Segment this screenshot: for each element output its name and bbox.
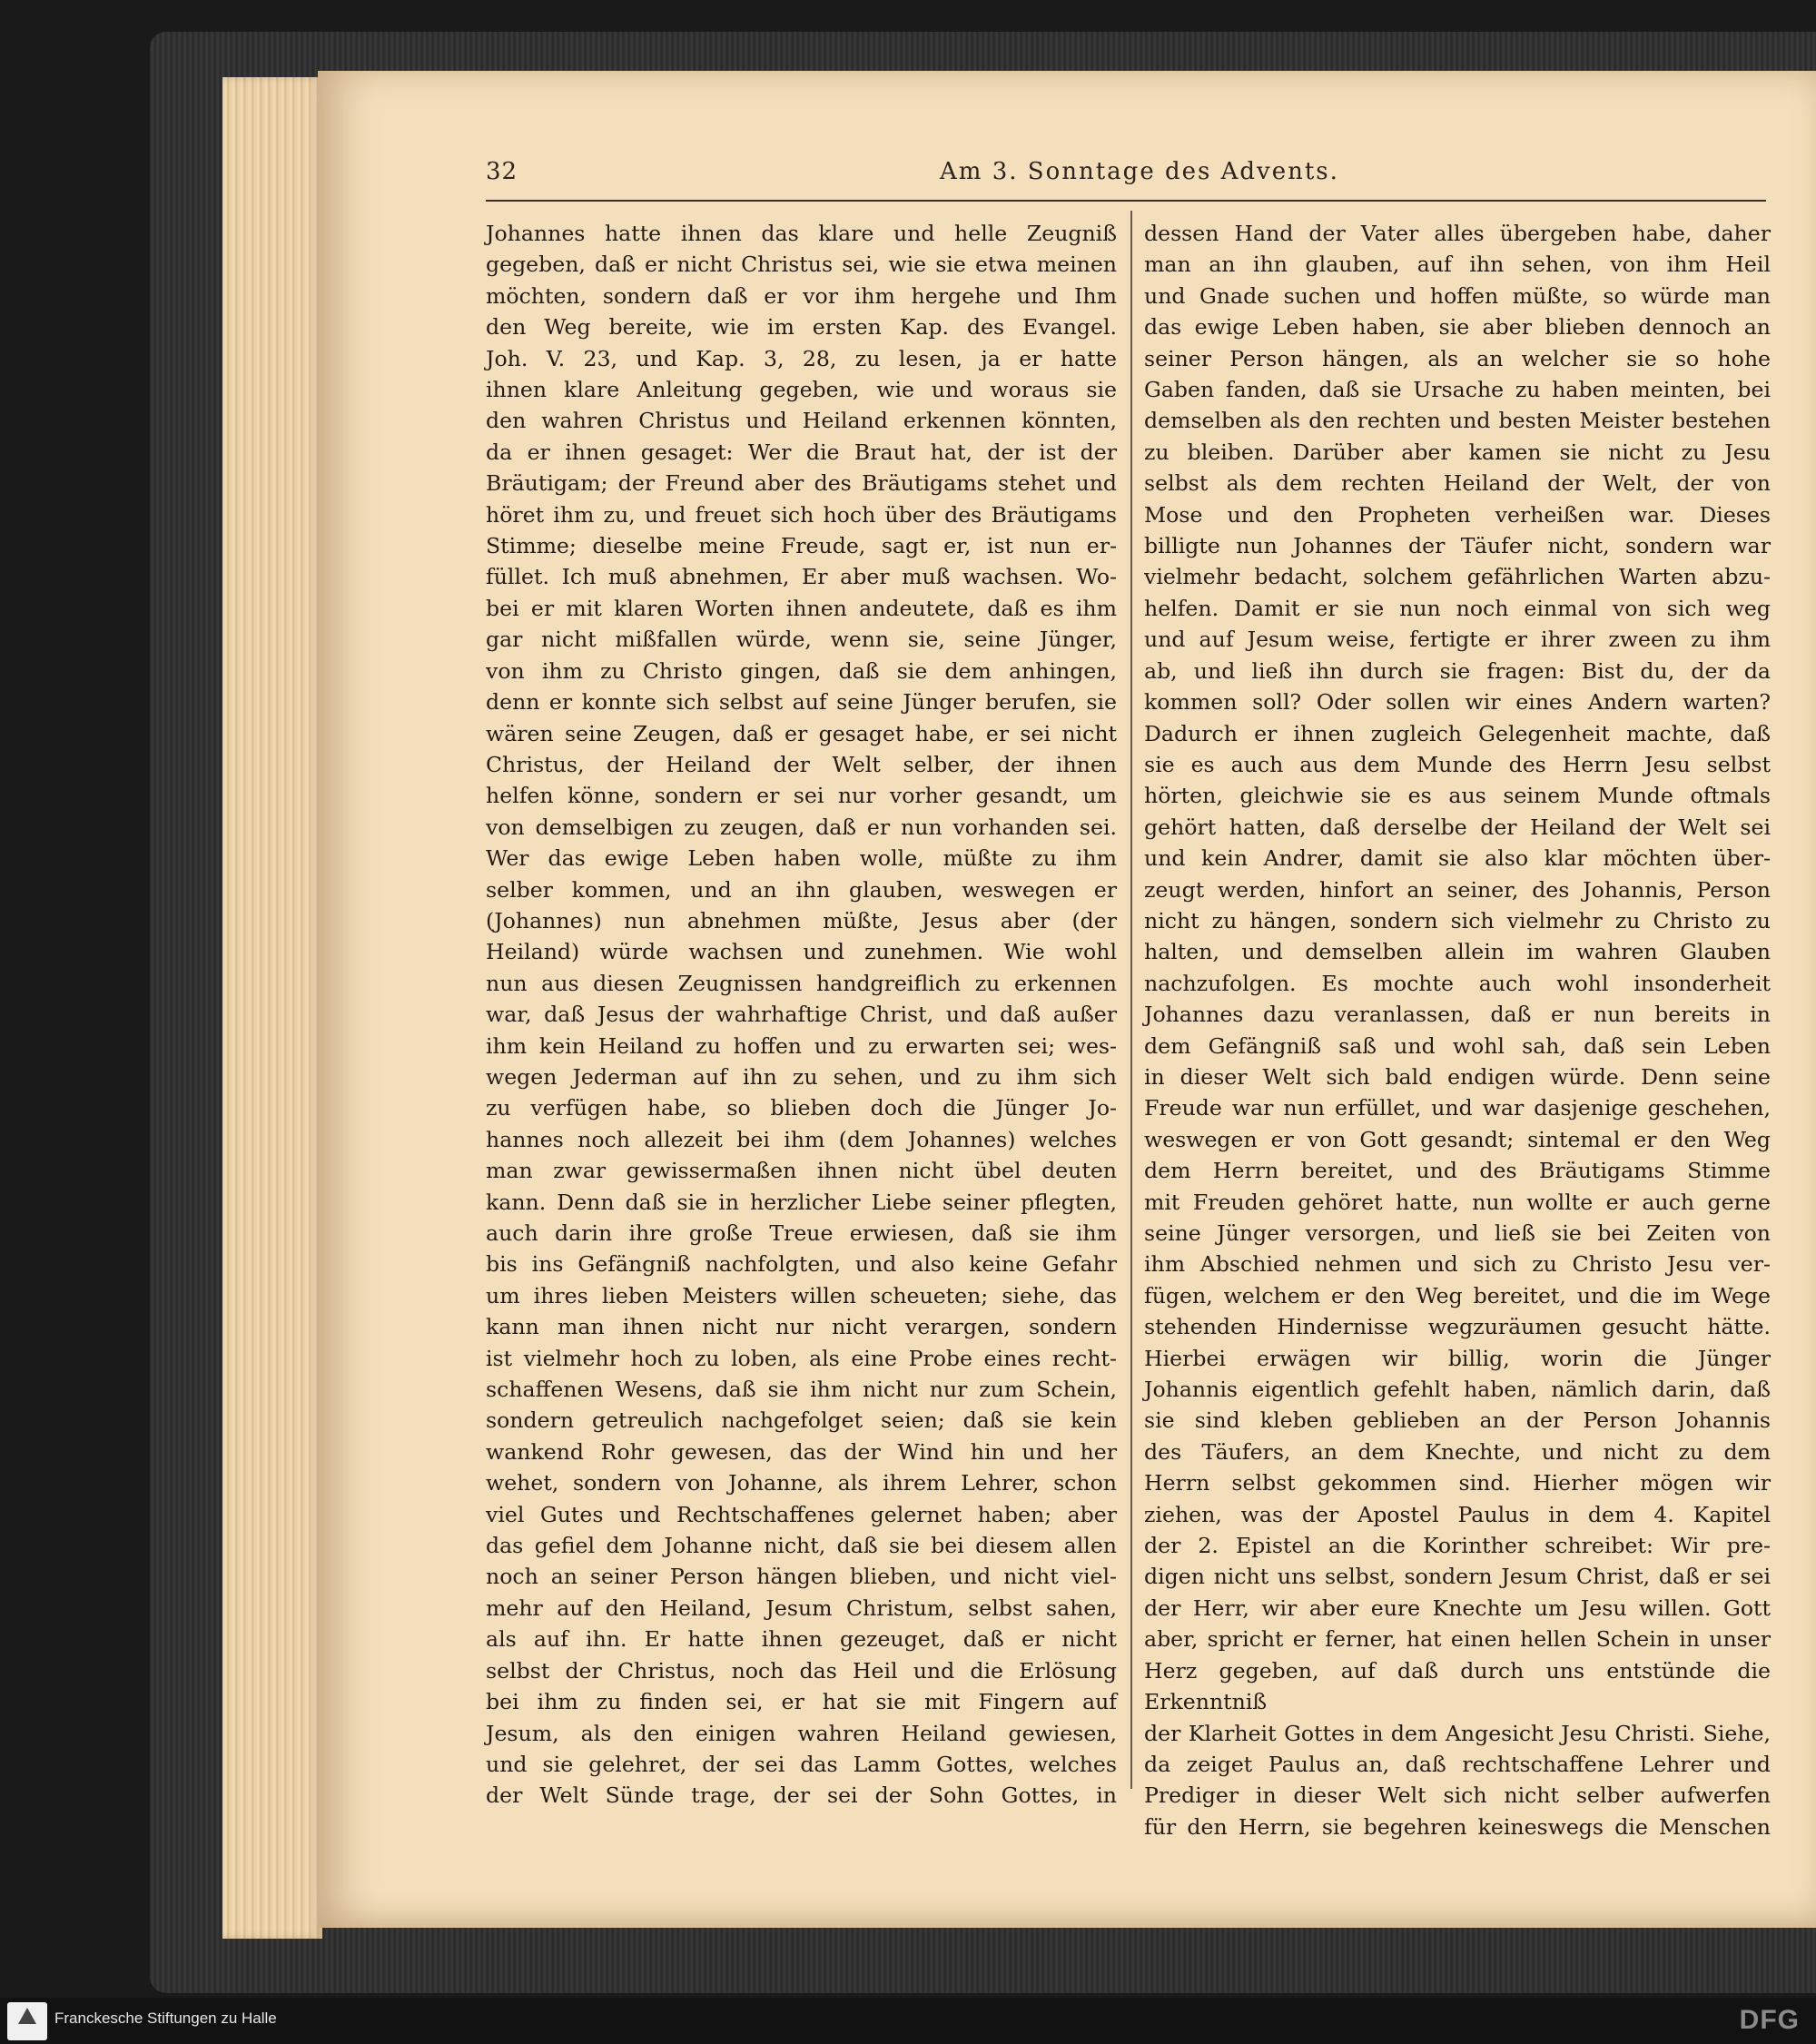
text-line: kann man ihnen nicht nur nicht verargen, sondern [486, 1314, 1117, 1340]
text-line: zeugt werden, hinfort an seiner, des Johannis, Person [1144, 876, 1771, 903]
text-line: bis ins Gefängniß nachfolgten, und also keine Gefahr [486, 1251, 1117, 1278]
text-line: ihnen klare Anleitung gegeben, wie und woraus sie [486, 377, 1117, 403]
right-column [1144, 218, 1771, 1840]
text-line: wegen Jederman auf ihn zu sehen, und zu ihm sich [486, 1063, 1117, 1090]
text-line: Bräutigam; der Freund aber des Bräutigams stehet und [486, 470, 1117, 497]
text-line: Joh. V. 23, und Kap. 3, 28, zu lesen, ja er hatte [486, 345, 1117, 371]
text-line: und Gnade suchen und hoffen müßte, so würde man [1144, 282, 1771, 309]
text-line: seine Jünger versorgen, und ließ sie bei Zeiten von [1144, 1220, 1771, 1246]
text-line: füllet. Ich muß abnehmen, Er aber muß wachsen. Wo- [486, 564, 1117, 590]
text-line: viel Gutes und Rechtschaffenes gelernet haben; aber [486, 1501, 1117, 1527]
text-line: Wer das ewige Leben haben wolle, müßte zu ihm [486, 845, 1117, 872]
text-line: ab, und ließ ihn durch sie fragen: Bist du, der da [1144, 657, 1771, 684]
text-line: gehört hatten, daß derselbe der Heiland der Welt sei [1144, 814, 1771, 840]
text-line: sondern getreulich nachgefolget seien; daß sie kein [486, 1407, 1117, 1434]
text-line: gegeben, daß er nicht Christus sei, wie sie etwa meinen [486, 252, 1117, 278]
text-line: sie es auch aus dem Munde des Herrn Jesu selbst [1144, 751, 1771, 777]
text-line: war, daß Jesus der wahrhaftige Christ, und daß außer [486, 1002, 1117, 1028]
text-line: hörten, gleichwie sie es aus seinem Munde oftmals [1144, 783, 1771, 809]
text-line: mehr auf den Heiland, Jesum Christum, selbst sahen, [486, 1595, 1117, 1621]
text-line: zu verfügen habe, so blieben doch die Jünger Jo- [486, 1095, 1117, 1121]
text-line: selber kommen, und an ihn glauben, weswegen er [486, 876, 1117, 903]
text-line: helfen könne, sondern er sei nur vorher gesandt, um [486, 783, 1117, 809]
text-line: billigte nun Johannes der Täufer nicht, sondern war [1144, 533, 1771, 559]
text-line: Hierbei erwägen wir billig, worin die Jünger [1144, 1345, 1771, 1371]
text-line: aber, spricht er ferner, hat einen hellen Schein in unser [1144, 1626, 1771, 1653]
text-line: kann. Denn daß sie in herzlicher Liebe seiner pflegten, [486, 1189, 1117, 1215]
text-line: Johannes dazu veranlassen, daß er nun bereits in [1144, 1002, 1771, 1028]
text-line: das gefiel dem Johanne nicht, daß sie bei diesem allen [486, 1533, 1117, 1559]
text-line: um ihres lieben Meisters willen scheueten; siehe, das [486, 1282, 1117, 1308]
text-line: hannes noch allezeit bei ihm (dem Johannes) welches [486, 1126, 1117, 1152]
institution-logo [7, 2002, 47, 2040]
text-line: dessen Hand der Vater alles übergeben habe, daher [1144, 221, 1771, 246]
text-line: Johannis eigentlich gefehlt haben, nämlich darin, daß [1144, 1377, 1771, 1403]
text-line: schaffenen Wesens, daß sie ihm nicht nur zum Schein, [486, 1377, 1117, 1403]
text-line: noch an seiner Person hängen blieben, und nicht viel- [486, 1564, 1117, 1590]
text-line: seiner Person hängen, als an welcher sie so hohe [1144, 345, 1771, 371]
text-line: gar nicht mißfallen würde, wenn sie, seine Jünger, [486, 627, 1117, 653]
text-line: Heiland) würde wachsen und zunehmen. Wie wohl [486, 939, 1117, 965]
text-line: wären seine Zeugen, daß er gesaget habe, er sei nicht [486, 720, 1117, 746]
text-line: ihm kein Heiland zu hoffen und zu erwarten sei; wes- [486, 1032, 1117, 1059]
text-line: da er ihnen gesaget: Wer die Braut hat, der ist der [486, 439, 1117, 465]
text-line: zu bleiben. Darüber aber kamen sie nicht zu Jesu [1144, 439, 1771, 465]
running-title: Am 3. Sonntage des Advents. [940, 158, 1339, 185]
page-edges [222, 77, 322, 1939]
text-line: Gaben fanden, daß sie Ursache zu haben meinten, bei [1144, 377, 1771, 403]
text-line: man an ihn glauben, auf ihn sehen, von ihm Heil [1144, 252, 1771, 278]
text-line: der Welt Sünde trage, der sei der Sohn Gottes, in [486, 1782, 1117, 1809]
text-line: Johannes hatte ihnen das klare und helle Zeugniß [486, 221, 1117, 246]
text-line: wehet, sondern von Johanne, als ihrem Lehrer, schon [486, 1470, 1117, 1496]
text-line: des Täufers, an dem Knechte, und nicht zu dem [1144, 1438, 1771, 1465]
text-line: der Herr, wir aber eure Knechte um Jesu willen. Gott [1144, 1595, 1771, 1621]
text-line: demselben als den rechten und besten Meister bestehen [1144, 408, 1771, 434]
logo-mark-icon [18, 2008, 36, 2024]
text-line: ihm Abschied nehmen und sich zu Christo Jesu ver- [1144, 1251, 1771, 1278]
text-line: Prediger in dieser Welt sich nicht selber aufwerfen [1144, 1782, 1771, 1809]
text-line: in dieser Welt sich bald endigen würde. Denn seine [1144, 1063, 1771, 1090]
text-line: mit Freuden gehöret hatte, nun wollte er auch gerne [1144, 1189, 1771, 1215]
text-line: denn er konnte sich selbst auf seine Jünger berufen, sie [486, 689, 1117, 716]
text-line: sie sind kleben geblieben an der Person Johannis [1144, 1407, 1771, 1434]
institution-name: Franckesche Stiftungen zu Halle [54, 2009, 277, 2027]
text-line: stehenden Hindernisse wegzuräumen gesucht hätte. [1144, 1314, 1771, 1340]
text-line: nachzufolgen. Es mochte auch wohl insonderheit [1144, 970, 1771, 996]
page-number: 32 [486, 158, 518, 185]
text-line: den Weg bereite, wie im ersten Kap. des Evangel. [486, 314, 1117, 341]
text-line: den wahren Christus und Heiland erkennen könnten, [486, 408, 1117, 434]
text-line: helfen. Damit er sie nun noch einmal von sich weg [1144, 595, 1771, 621]
dfg-logo: DFG [1739, 2005, 1800, 2035]
text-line: der Klarheit Gottes in dem Angesicht Jesu Christi. Siehe, [1144, 1720, 1771, 1746]
text-line: dem Herrn bereitet, und des Bräutigams Stimme [1144, 1158, 1771, 1184]
text-line: digen nicht uns selbst, sondern Jesum Christ, daß er sei [1144, 1564, 1771, 1590]
text-line: kommen soll? Oder sollen wir eines Andern warten? [1144, 689, 1771, 716]
header-rule [486, 200, 1766, 202]
text-line: man zwar gewissermaßen ihnen nicht übel deuten [486, 1158, 1117, 1184]
text-line: und kein Andrer, damit sie also klar möchten über- [1144, 845, 1771, 872]
text-line: der 2. Epistel an die Korinther schreibet: Wir pre- [1144, 1533, 1771, 1559]
text-line: höret ihm zu, und freuet sich hoch über des Bräutigams [486, 501, 1117, 528]
text-line: selbst der Christus, noch das Heil und die Erlösung [486, 1657, 1117, 1684]
text-line: bei er mit klaren Worten ihnen andeutete, daß es ihm [486, 595, 1117, 621]
text-line: Freude war nun erfüllet, und war dasjenige geschehen, [1144, 1095, 1771, 1121]
text-line: nicht zu hängen, sondern sich vielmehr zu Christo zu [1144, 907, 1771, 933]
text-line: und sie gelehret, der sei das Lamm Gottes, welches [486, 1751, 1117, 1777]
text-line: von demselbigen zu zeugen, daß er nun vorhanden sei. [486, 814, 1117, 840]
text-line: nun aus diesen Zeugnissen handgreiflich zu erkennen [486, 970, 1117, 996]
text-line: Herz gegeben, auf daß durch uns entstünde die Erkenntniß [1144, 1657, 1771, 1715]
text-line: Dadurch er ihnen zugleich Gelegenheit machte, daß [1144, 720, 1771, 746]
text-line: vielmehr bedacht, solchem gefährlichen Warten abzu- [1144, 564, 1771, 590]
text-line: das ewige Leben haben, sie aber blieben dennoch an [1144, 314, 1771, 341]
running-head [486, 153, 1766, 193]
text-line: bei ihm zu finden sei, er hat sie mit Fingern auf [486, 1689, 1117, 1715]
text-line: da zeiget Paulus an, daß rechtschaffene Lehrer und [1144, 1751, 1771, 1777]
text-line: und auf Jesum weise, fertigte er ihrer zween zu ihm [1144, 627, 1771, 653]
text-line: Christus, der Heiland der Welt selber, der ihnen [486, 751, 1117, 777]
text-line: (Johannes) nun abnehmen müßte, Jesus aber (der [486, 907, 1117, 933]
text-line: für den Herrn, sie begehren keineswegs die Menschen [1144, 1813, 1771, 1840]
text-line: von ihm zu Christo gingen, daß sie dem anhingen, [486, 657, 1117, 684]
text-line: Jesum, als den einigen wahren Heiland gewiesen, [486, 1720, 1117, 1746]
text-line: fügen, welchem er den Weg bereitet, und die im Wege [1144, 1282, 1771, 1308]
text-line: ist vielmehr hoch zu loben, als eine Probe eines recht- [486, 1345, 1117, 1371]
text-line: Mose und den Propheten verheißen war. Dieses [1144, 501, 1771, 528]
text-line: als auf ihn. Er hatte ihnen gezeuget, daß er nicht [486, 1626, 1117, 1653]
text-line: auch darin ihre große Treue erwiesen, daß sie ihm [486, 1220, 1117, 1246]
column-divider [1130, 211, 1132, 1789]
text-line: möchten, sondern daß er vor ihm hergehe und Ihm [486, 282, 1117, 309]
text-line: selbst als dem rechten Heiland der Welt, der von [1144, 470, 1771, 497]
text-line: dem Gefängniß saß und wohl sah, daß sein Leben [1144, 1032, 1771, 1059]
text-line: Herrn selbst gekommen sind. Hierher mögen wir [1144, 1470, 1771, 1496]
left-column [486, 218, 1117, 1809]
text-line: ziehen, was der Apostel Paulus in dem 4. Kapitel [1144, 1501, 1771, 1527]
text-line: Stimme; dieselbe meine Freude, sagt er, ist nun er- [486, 533, 1117, 559]
text-line: wankend Rohr gewesen, das der Wind hin und her [486, 1438, 1117, 1465]
text-line: halten, und demselben allein im wahren Glauben [1144, 939, 1771, 965]
text-line: weswegen er von Gott gesandt; sintemal er den Weg [1144, 1126, 1771, 1152]
